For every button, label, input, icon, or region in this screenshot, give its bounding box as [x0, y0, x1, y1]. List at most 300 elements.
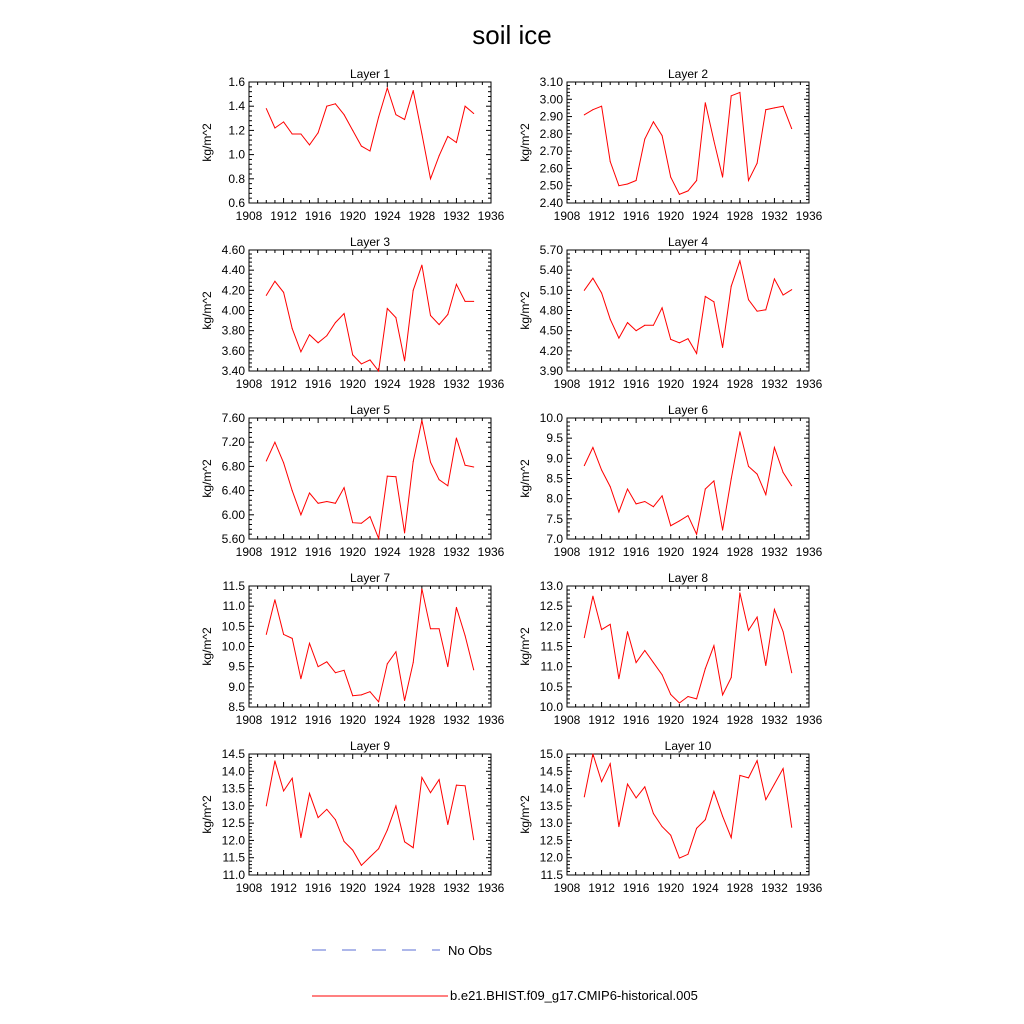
chart-panel-3 — [200, 235, 505, 391]
x-tick-label: 1924 — [691, 545, 719, 559]
data-point — [465, 106, 466, 107]
data-point — [670, 525, 671, 526]
x-tick-label: 1920 — [657, 713, 685, 727]
data-point — [765, 109, 766, 110]
data-point — [413, 90, 414, 91]
data-point — [395, 114, 396, 115]
panel-title: Layer 10 — [664, 739, 712, 753]
data-point — [421, 420, 422, 421]
data-point — [395, 476, 396, 477]
data-point — [731, 478, 732, 479]
data-point — [456, 607, 457, 608]
data-point — [592, 596, 593, 597]
plot-frame — [249, 586, 491, 707]
chart-panel-6 — [518, 403, 823, 559]
data-point — [705, 102, 706, 103]
data-point — [361, 146, 362, 147]
data-point — [378, 371, 379, 372]
data-point — [757, 617, 758, 618]
y-tick-label: 7.20 — [221, 435, 245, 450]
x-tick-label: 1932 — [443, 377, 470, 391]
data-point — [653, 325, 654, 326]
y-tick-label: 1.6 — [228, 75, 245, 89]
data-point — [274, 760, 275, 761]
data-point — [610, 319, 611, 320]
data-point — [731, 95, 732, 96]
data-point — [584, 637, 585, 638]
x-tick-label: 1908 — [235, 545, 263, 559]
y-tick-label: 2.60 — [539, 161, 563, 176]
data-point — [584, 290, 585, 291]
data-point — [283, 292, 284, 293]
y-tick-label: 3.00 — [539, 92, 563, 107]
data-point — [627, 183, 628, 184]
x-tick-label: 1924 — [691, 209, 719, 223]
data-point — [662, 674, 663, 675]
plot-frame — [567, 754, 809, 875]
data-point — [404, 532, 405, 533]
data-point — [791, 672, 792, 673]
data-point — [601, 293, 602, 294]
legend-model-label: b.e21.BHIST.f09_g17.CMIP6-historical.005 — [450, 988, 698, 1003]
chart-panel-1 — [200, 67, 505, 223]
data-point — [618, 185, 619, 186]
data-point — [688, 338, 689, 339]
series-line — [584, 593, 791, 703]
data-point — [447, 666, 448, 667]
data-point — [713, 791, 714, 792]
data-point — [300, 351, 301, 352]
legend-obs-label: No Obs — [448, 943, 493, 958]
x-tick-label: 1912 — [588, 209, 615, 223]
y-tick-label: 3.80 — [221, 323, 245, 338]
data-point — [404, 119, 405, 120]
data-point — [688, 854, 689, 855]
data-point — [662, 826, 663, 827]
panel-title: Layer 4 — [667, 235, 709, 249]
x-tick-label: 1928 — [726, 209, 754, 223]
data-point — [705, 488, 706, 489]
x-tick-label: 1916 — [622, 545, 650, 559]
data-point — [757, 163, 758, 164]
y-tick-label: 4.60 — [221, 243, 245, 257]
data-point — [300, 837, 301, 838]
data-point — [352, 850, 353, 851]
data-point — [662, 135, 663, 136]
data-point — [722, 816, 723, 817]
chart-panel-8 — [518, 571, 823, 727]
series-line — [584, 92, 791, 194]
data-point — [618, 511, 619, 512]
data-point — [748, 180, 749, 181]
data-point — [413, 461, 414, 462]
y-tick-label: 13.5 — [539, 798, 563, 813]
x-tick-label: 1920 — [657, 209, 685, 223]
data-point — [627, 488, 628, 489]
data-point — [601, 781, 602, 782]
x-tick-label: 1916 — [622, 209, 650, 223]
data-point — [266, 805, 267, 806]
data-point — [361, 523, 362, 524]
y-tick-label: 3.90 — [539, 364, 563, 378]
data-point — [456, 284, 457, 285]
y-tick-label: 4.00 — [221, 303, 245, 318]
x-tick-label: 1924 — [373, 377, 401, 391]
data-point — [430, 178, 431, 179]
x-tick-label: 1920 — [657, 545, 685, 559]
data-point — [679, 858, 680, 859]
figure-title: soil ice — [472, 20, 552, 50]
data-point — [618, 678, 619, 679]
x-tick-label: 1916 — [304, 545, 332, 559]
data-point — [679, 702, 680, 703]
data-point — [610, 161, 611, 162]
data-point — [636, 662, 637, 663]
panels — [200, 67, 823, 895]
y-tick-label: 11.5 — [222, 579, 245, 593]
data-point — [335, 503, 336, 504]
y-tick-label: 9.0 — [546, 451, 563, 466]
data-point — [618, 338, 619, 339]
y-tick-label: 1.2 — [228, 123, 245, 138]
data-point — [627, 631, 628, 632]
x-tick-label: 1920 — [339, 713, 367, 727]
data-point — [352, 130, 353, 131]
data-point — [791, 289, 792, 290]
x-tick-label: 1912 — [588, 713, 615, 727]
data-point — [421, 777, 422, 778]
data-point — [765, 799, 766, 800]
x-tick-label: 1924 — [691, 713, 719, 727]
x-tick-label: 1920 — [339, 545, 367, 559]
y-tick-label: 4.40 — [221, 263, 245, 278]
data-point — [430, 315, 431, 316]
y-tick-label: 13.5 — [221, 781, 245, 796]
data-point — [653, 121, 654, 122]
data-point — [395, 317, 396, 318]
x-tick-label: 1912 — [270, 209, 297, 223]
y-tick-label: 5.10 — [539, 283, 563, 298]
data-point — [300, 678, 301, 679]
x-tick-label: 1932 — [443, 713, 470, 727]
data-point — [274, 442, 275, 443]
data-point — [292, 778, 293, 779]
x-tick-label: 1932 — [761, 209, 788, 223]
y-tick-label: 6.80 — [221, 459, 245, 474]
y-tick-label: 3.40 — [221, 364, 245, 378]
y-tick-label: 11.0 — [222, 599, 245, 614]
y-tick-label: 5.40 — [539, 263, 563, 278]
data-point — [326, 809, 327, 810]
x-tick-label: 1936 — [477, 209, 505, 223]
plot-frame — [567, 586, 809, 707]
series-line — [266, 589, 473, 702]
x-tick-label: 1912 — [270, 545, 297, 559]
y-axis-label: kg/m^2 — [518, 627, 532, 666]
x-tick-label: 1912 — [270, 713, 297, 727]
y-tick-label: 2.90 — [539, 109, 563, 124]
y-tick-label: 9.5 — [546, 431, 563, 446]
series-line — [584, 261, 791, 354]
data-point — [722, 694, 723, 695]
y-tick-label: 3.60 — [221, 343, 245, 358]
panel-title: Layer 7 — [349, 571, 391, 585]
x-tick-label: 1936 — [477, 713, 505, 727]
data-point — [283, 462, 284, 463]
data-point — [344, 487, 345, 488]
y-tick-label: 11.5 — [540, 639, 563, 654]
x-tick-label: 1924 — [373, 209, 401, 223]
plot-frame — [567, 82, 809, 203]
x-tick-label: 1928 — [408, 377, 436, 391]
x-tick-label: 1908 — [235, 713, 263, 727]
data-point — [748, 299, 749, 300]
data-point — [352, 522, 353, 523]
x-tick-label: 1920 — [339, 209, 367, 223]
plot-frame — [249, 82, 491, 203]
data-point — [387, 308, 388, 309]
panel-title: Layer 3 — [349, 235, 391, 249]
data-point — [636, 503, 637, 504]
data-point — [757, 760, 758, 761]
y-tick-label: 12.0 — [539, 619, 563, 634]
y-tick-label: 10.0 — [221, 639, 245, 654]
data-point — [783, 106, 784, 107]
data-point — [465, 785, 466, 786]
data-point — [679, 194, 680, 195]
data-point — [783, 295, 784, 296]
data-point — [318, 342, 319, 343]
data-point — [601, 470, 602, 471]
x-tick-label: 1932 — [761, 713, 788, 727]
data-point — [584, 465, 585, 466]
data-point — [774, 784, 775, 785]
y-tick-label: 10.5 — [539, 679, 563, 694]
x-tick-label: 1908 — [235, 377, 263, 391]
data-point — [584, 114, 585, 115]
y-tick-label: 10.5 — [221, 619, 245, 634]
x-tick-label: 1932 — [443, 881, 470, 895]
data-point — [722, 177, 723, 178]
data-point — [705, 668, 706, 669]
y-axis-label: kg/m^2 — [200, 291, 214, 330]
data-point — [653, 506, 654, 507]
data-point — [644, 325, 645, 326]
data-point — [421, 134, 422, 135]
y-tick-label: 12.5 — [539, 833, 563, 848]
data-point — [266, 108, 267, 109]
data-point — [447, 824, 448, 825]
data-point — [696, 353, 697, 354]
x-tick-label: 1936 — [477, 377, 505, 391]
data-point — [696, 828, 697, 829]
data-point — [465, 635, 466, 636]
x-tick-label: 1916 — [622, 377, 650, 391]
data-point — [413, 847, 414, 848]
y-tick-label: 7.5 — [546, 511, 563, 526]
data-point — [688, 190, 689, 191]
data-point — [421, 588, 422, 589]
plot-frame — [567, 250, 809, 371]
panel-title: Layer 5 — [349, 403, 391, 417]
x-tick-label: 1924 — [373, 545, 401, 559]
data-point — [344, 841, 345, 842]
data-point — [430, 462, 431, 463]
data-point — [774, 107, 775, 108]
data-point — [713, 480, 714, 481]
data-point — [361, 694, 362, 695]
data-point — [378, 538, 379, 539]
y-tick-label: 15.0 — [539, 747, 563, 761]
data-point — [326, 661, 327, 662]
data-point — [757, 474, 758, 475]
data-point — [748, 466, 749, 467]
x-tick-label: 1908 — [553, 545, 581, 559]
data-point — [361, 363, 362, 364]
data-point — [300, 134, 301, 135]
data-point — [292, 328, 293, 329]
data-point — [592, 754, 593, 755]
y-tick-label: 11.5 — [540, 868, 563, 882]
data-point — [266, 295, 267, 296]
x-tick-label: 1916 — [304, 377, 332, 391]
data-point — [370, 516, 371, 517]
data-point — [783, 768, 784, 769]
data-point — [601, 629, 602, 630]
y-tick-label: 14.0 — [539, 781, 563, 796]
data-point — [739, 92, 740, 93]
panel-title: Layer 2 — [667, 67, 709, 81]
data-point — [473, 839, 474, 840]
y-tick-label: 0.8 — [228, 171, 245, 186]
data-point — [783, 472, 784, 473]
y-tick-label: 2.40 — [539, 196, 563, 210]
data-point — [748, 630, 749, 631]
y-tick-label: 10.0 — [539, 700, 563, 714]
data-point — [739, 260, 740, 261]
data-point — [713, 140, 714, 141]
data-point — [309, 334, 310, 335]
data-point — [653, 813, 654, 814]
y-tick-label: 4.80 — [539, 303, 563, 318]
y-tick-label: 1.0 — [228, 147, 245, 162]
data-point — [344, 670, 345, 671]
data-point — [283, 790, 284, 791]
data-point — [473, 301, 474, 302]
data-point — [610, 763, 611, 764]
data-point — [584, 796, 585, 797]
data-point — [644, 501, 645, 502]
data-point — [439, 479, 440, 480]
panel-title: Layer 9 — [349, 739, 391, 753]
data-point — [447, 136, 448, 137]
data-point — [326, 106, 327, 107]
data-point — [465, 301, 466, 302]
data-point — [688, 515, 689, 516]
data-point — [318, 817, 319, 818]
data-point — [456, 142, 457, 143]
data-point — [274, 281, 275, 282]
y-axis-label: kg/m^2 — [518, 459, 532, 498]
data-point — [378, 701, 379, 702]
y-tick-label: 14.5 — [539, 764, 563, 779]
data-point — [266, 460, 267, 461]
y-tick-label: 8.5 — [228, 700, 245, 714]
data-point — [266, 634, 267, 635]
x-tick-label: 1928 — [408, 545, 436, 559]
data-point — [352, 695, 353, 696]
data-point — [439, 155, 440, 156]
x-tick-label: 1936 — [477, 545, 505, 559]
x-tick-label: 1928 — [726, 545, 754, 559]
data-point — [757, 311, 758, 312]
y-tick-label: 2.70 — [539, 144, 563, 159]
x-tick-label: 1912 — [270, 881, 297, 895]
data-point — [292, 134, 293, 135]
x-tick-label: 1928 — [726, 377, 754, 391]
data-point — [465, 465, 466, 466]
data-point — [627, 322, 628, 323]
data-point — [335, 672, 336, 673]
data-point — [644, 786, 645, 787]
x-tick-label: 1924 — [373, 881, 401, 895]
data-point — [765, 494, 766, 495]
data-point — [421, 265, 422, 266]
data-point — [592, 447, 593, 448]
data-point — [653, 662, 654, 663]
y-tick-label: 2.80 — [539, 126, 563, 141]
data-point — [283, 634, 284, 635]
data-point — [696, 698, 697, 699]
data-point — [662, 307, 663, 308]
x-tick-label: 1912 — [588, 881, 615, 895]
y-tick-label: 9.5 — [228, 659, 245, 674]
y-axis-label: kg/m^2 — [200, 627, 214, 666]
data-point — [731, 837, 732, 838]
y-tick-label: 0.6 — [228, 196, 245, 210]
data-point — [644, 139, 645, 140]
data-point — [713, 301, 714, 302]
data-point — [344, 114, 345, 115]
x-tick-label: 1928 — [408, 209, 436, 223]
y-tick-label: 11.0 — [222, 868, 245, 882]
y-tick-label: 5.60 — [221, 532, 245, 546]
data-point — [318, 132, 319, 133]
data-point — [670, 339, 671, 340]
data-point — [765, 665, 766, 666]
data-point — [378, 117, 379, 118]
x-tick-label: 1908 — [553, 377, 581, 391]
data-point — [361, 865, 362, 866]
x-tick-label: 1908 — [553, 209, 581, 223]
x-tick-label: 1912 — [270, 377, 297, 391]
y-tick-label: 4.50 — [539, 323, 563, 338]
data-point — [370, 691, 371, 692]
data-point — [592, 278, 593, 279]
x-tick-label: 1912 — [588, 545, 615, 559]
data-point — [696, 534, 697, 535]
data-point — [395, 651, 396, 652]
data-point — [731, 286, 732, 287]
data-point — [387, 476, 388, 477]
x-tick-label: 1932 — [443, 545, 470, 559]
data-point — [473, 467, 474, 468]
panel-title: Layer 1 — [349, 67, 391, 81]
data-point — [765, 309, 766, 310]
x-tick-label: 1928 — [726, 881, 754, 895]
data-point — [378, 848, 379, 849]
data-point — [722, 530, 723, 531]
